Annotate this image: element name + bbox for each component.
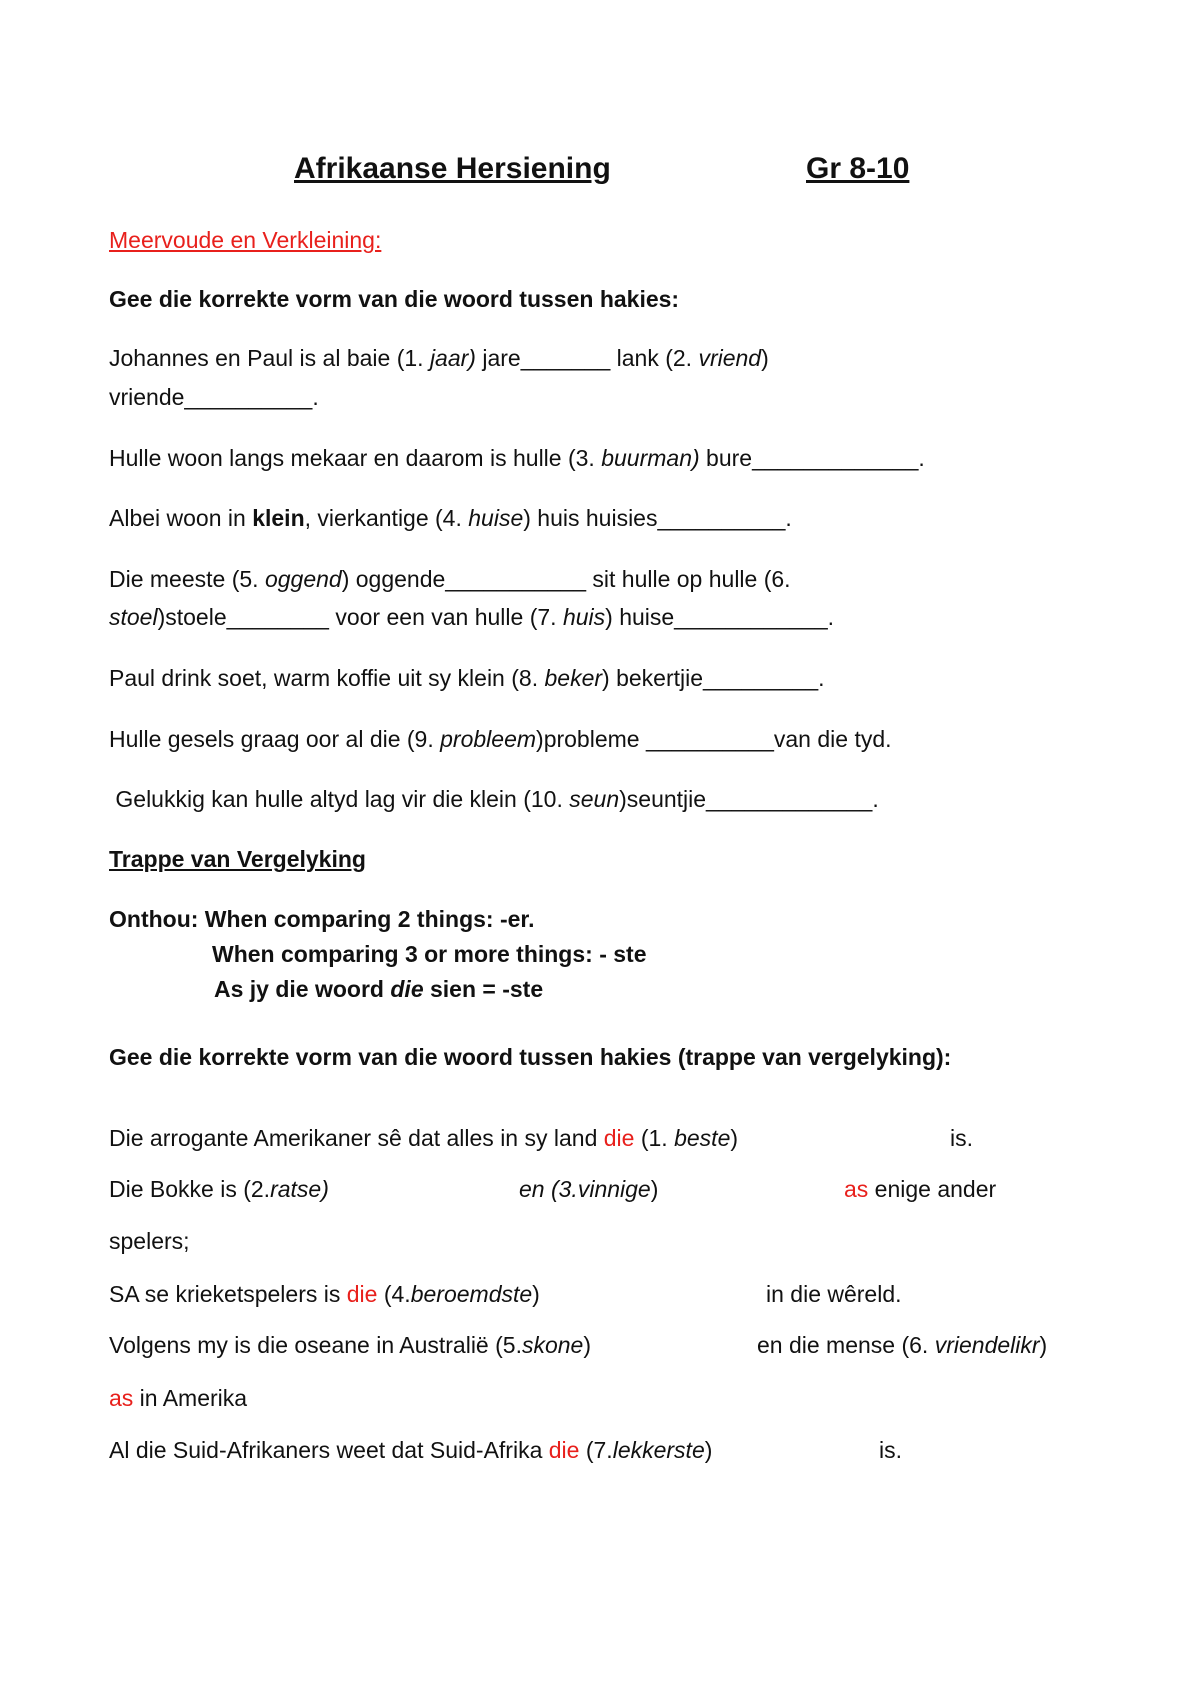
section-heading-meervoude: Meervoude en Verkleining: xyxy=(109,227,382,253)
question-1: Die arrogante Amerikaner sê dat alles in sy land die (1. beste) xyxy=(109,1125,739,1151)
question-5-end: is. xyxy=(879,1437,902,1463)
sentence-5: Paul drink soet, warm koffie uit sy klein (8. beker) bekertjie_________. xyxy=(109,665,825,691)
sentence-2: Hulle woon langs mekaar en daarom is hulle (3. buurman) bure_____________. xyxy=(109,445,925,471)
question-2-mid: en (3.vinnige) xyxy=(519,1176,659,1202)
question-3-end: in die wêreld. xyxy=(766,1281,902,1307)
remember-line-2: When comparing 3 or more things: - ste xyxy=(212,941,647,967)
sentence-4: Die meeste (5. oggend) oggende___________ sit hulle op hulle (6. xyxy=(109,566,791,592)
remember-line-3: As jy die woord die sien = -ste xyxy=(214,976,544,1002)
document-title: Afrikaanse Hersiening xyxy=(294,152,611,185)
question-4: Volgens my is die oseane in Australië (5.skone) xyxy=(109,1332,592,1358)
instruction-2: Gee die korrekte vorm van die woord tussen hakies (trappe van vergelyking): xyxy=(109,1044,952,1070)
sentence-6: Hulle gesels graag oor al die (9. probleem)probleme __________van die tyd. xyxy=(109,726,892,752)
question-2-cont: spelers; xyxy=(109,1228,190,1254)
question-2-end: as enige ander xyxy=(844,1176,997,1202)
question-1-end: is. xyxy=(950,1125,973,1151)
sentence-1: Johannes en Paul is al baie (1. jaar) jare_______ lank (2. vriend) xyxy=(109,345,769,371)
sentence-1-cont: vriende__________. xyxy=(109,384,319,410)
sentence-7: Gelukkig kan hulle altyd lag vir die klein (10. seun)seuntjie_____________. xyxy=(109,786,879,812)
remember-line-1: Onthou: When comparing 2 things: -er. xyxy=(109,906,535,932)
sentence-3: Albei woon in klein, vierkantige (4. huise) huis huisies__________. xyxy=(109,505,792,531)
question-5: Al die Suid-Afrikaners weet dat Suid-Afrika die (7.lekkerste) xyxy=(109,1437,713,1463)
question-4-end: en die mense (6. vriendelikr) xyxy=(757,1332,1048,1358)
instruction-1: Gee die korrekte vorm van die woord tussen hakies: xyxy=(109,286,680,312)
question-2: Die Bokke is (2.ratse) xyxy=(109,1176,329,1202)
section-heading-trappe: Trappe van Vergelyking xyxy=(109,846,366,872)
question-3: SA se krieketspelers is die (4.beroemdste) xyxy=(109,1281,540,1307)
grade-label: Gr 8-10 xyxy=(806,152,910,185)
question-4-cont: as in Amerika xyxy=(109,1385,248,1411)
sentence-4-cont: stoel)stoele________ voor een van hulle (7. huis) huise____________. xyxy=(109,604,835,630)
